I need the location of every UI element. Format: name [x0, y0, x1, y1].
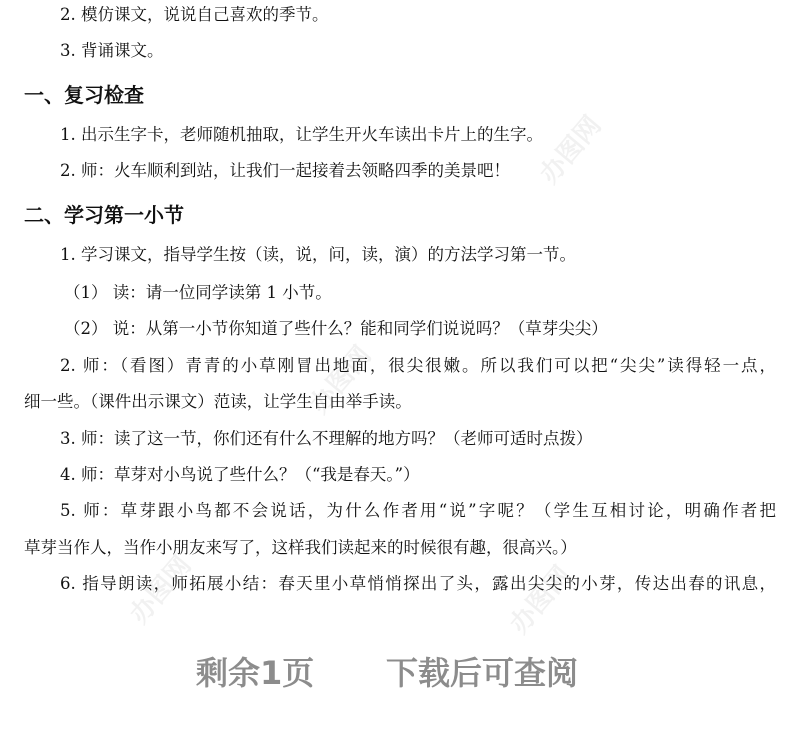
section-heading: 一、复习检查: [24, 83, 144, 107]
text-line: 草芽当作人，当作小朋友来写了，这样我们读起来的时候很有趣，很高兴。）: [24, 538, 577, 557]
text-line: （1） 读：请一位同学读第 1 小节。: [64, 283, 332, 302]
text-line: 2. 师：火车顺利到站，让我们一起接着去领略四季的美景吧！: [60, 161, 510, 180]
justified-line: 2. 师：（看图）青青的小草刚冒出地面，很尖很嫩。所以我们可以把“尖尖”读得轻一点，: [60, 356, 776, 375]
text-line: 1. 学习课文，指导学生按（读，说，问，读，演）的方法学习第一节。: [60, 245, 576, 264]
text-line: 细一些。（课件出示课文）范读，让学生自由举手读。: [24, 392, 412, 411]
watermark: 办图网: [304, 340, 378, 420]
watermark: 办图网: [534, 110, 608, 190]
text-line: 3. 师：读了这一节，你们还有什么不理解的地方吗？（老师可适时点拨）: [60, 429, 593, 448]
justified-line: 6. 指导朗读，师拓展小结：春天里小草悄悄探出了头，露出尖尖的小芽，传达出春的讯息，: [60, 574, 776, 593]
text-line: [0, 573, 800, 595]
text-line: 1. 出示生字卡，老师随机抽取，让学生开火车读出卡片上的生字。: [60, 125, 543, 144]
justified-line: 5. 师：草芽跟小鸟都不会说话，为什么作者用“说”字呢？（学生互相讨论，明确作者把: [60, 501, 776, 520]
text-line: 2. 模仿课文，说说自己喜欢的季节。: [60, 5, 329, 24]
text-line: [0, 500, 800, 522]
download-banner: [0, 650, 800, 696]
text-line: [0, 355, 800, 377]
text-line: （2） 说：从第一小节你知道了些什么？能和同学们说说吗？（草芽尖尖）: [64, 319, 608, 338]
watermark: 办图网: [504, 560, 578, 640]
section-heading: 二、学习第一小节: [24, 203, 184, 227]
remaining-pages-label: 剩余1页: [196, 654, 315, 692]
watermark: 办图网: [124, 550, 198, 630]
text-line: 4. 师：草芽对小鸟说了些什么？（“我是春天。”）: [60, 465, 420, 484]
download-to-view-label: 下载后可查阅: [386, 654, 579, 692]
text-line: 3. 背诵课文。: [60, 41, 164, 60]
